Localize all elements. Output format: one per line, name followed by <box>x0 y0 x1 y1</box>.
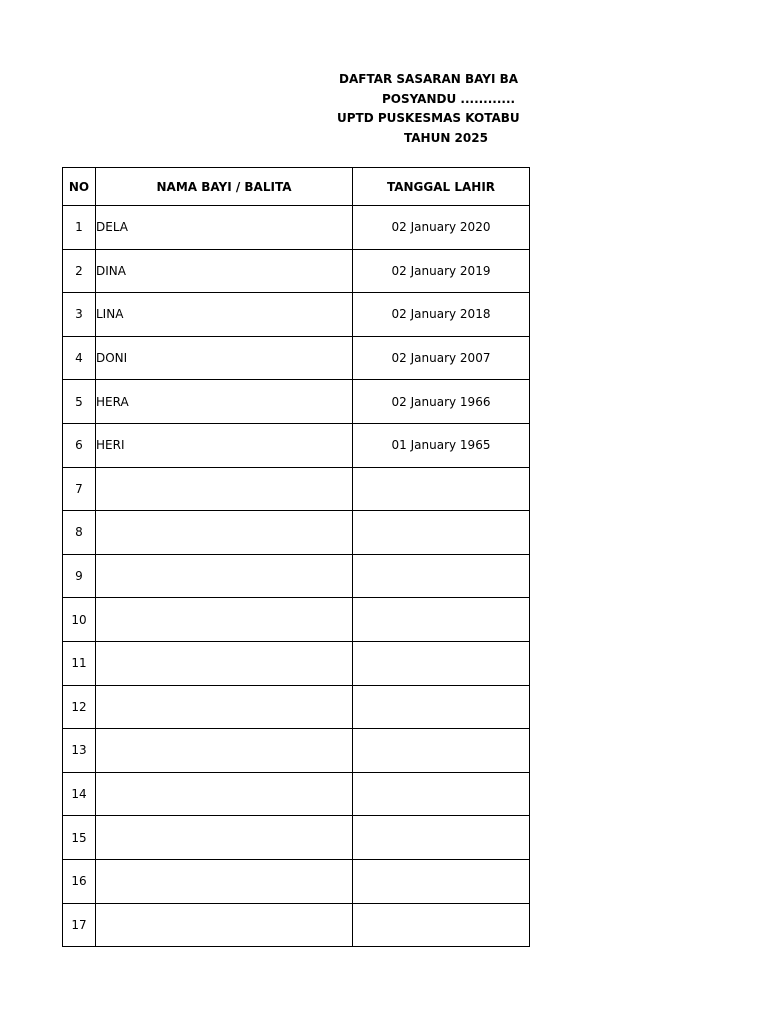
birth-date-cell: 01 January 1965 <box>353 423 530 467</box>
title-line-4: TAHUN 2025 <box>404 130 488 145</box>
table-row <box>63 467 530 511</box>
table-row <box>63 641 530 685</box>
name-cell <box>96 729 353 773</box>
table-row <box>63 859 530 903</box>
table-row <box>63 772 530 816</box>
title-line-2: POSYANDU ............ <box>382 91 516 106</box>
row-number-cell: 8 <box>63 511 96 555</box>
table-row <box>63 685 530 729</box>
row-number-cell: 6 <box>63 423 96 467</box>
name-cell: DELA <box>96 206 353 250</box>
name-cell <box>96 641 353 685</box>
header-no: NO <box>63 168 96 206</box>
name-cell: HERA <box>96 380 353 424</box>
infant-target-table <box>62 167 530 947</box>
birth-date-cell: 02 January 2018 <box>353 293 530 337</box>
row-number-cell: 13 <box>63 729 96 773</box>
name-cell <box>96 467 353 511</box>
birth-date-cell: 02 January 2007 <box>353 336 530 380</box>
name-cell: LINA <box>96 293 353 337</box>
birth-date-cell <box>353 685 530 729</box>
table-row <box>63 511 530 555</box>
row-number-cell: 10 <box>63 598 96 642</box>
row-number-cell: 9 <box>63 554 96 598</box>
row-number-cell: 5 <box>63 380 96 424</box>
name-cell <box>96 772 353 816</box>
birth-date-cell: 02 January 2019 <box>353 249 530 293</box>
table-row <box>63 293 530 337</box>
name-cell: DINA <box>96 249 353 293</box>
row-number-cell: 17 <box>63 903 96 947</box>
row-number-cell: 16 <box>63 859 96 903</box>
document-title <box>326 70 570 148</box>
name-cell: HERI <box>96 423 353 467</box>
birth-date-cell <box>353 816 530 860</box>
row-number-cell: 2 <box>63 249 96 293</box>
birth-date-cell <box>353 729 530 773</box>
name-cell <box>96 816 353 860</box>
table-row <box>63 249 530 293</box>
title-line-3: UPTD PUSKESMAS KOTABU <box>337 111 520 125</box>
birth-date-cell: 02 January 2020 <box>353 206 530 250</box>
header-name: NAMA BAYI / BALITA <box>96 168 353 206</box>
table-row <box>63 903 530 947</box>
name-cell <box>96 598 353 642</box>
name-cell <box>96 685 353 729</box>
row-number-cell: 11 <box>63 641 96 685</box>
name-cell: DONI <box>96 336 353 380</box>
table-row <box>63 423 530 467</box>
table-body <box>63 206 530 947</box>
title-line-1: DAFTAR SASARAN BAYI BA <box>339 72 519 86</box>
row-number-cell: 7 <box>63 467 96 511</box>
table-row <box>63 380 530 424</box>
header-birth-date: TANGGAL LAHIR <box>353 168 530 206</box>
name-cell <box>96 903 353 947</box>
birth-date-cell <box>353 511 530 555</box>
name-cell <box>96 554 353 598</box>
table-header-row <box>63 168 530 206</box>
birth-date-cell <box>353 859 530 903</box>
birth-date-cell <box>353 641 530 685</box>
row-number-cell: 4 <box>63 336 96 380</box>
birth-date-cell: 02 January 1966 <box>353 380 530 424</box>
table-row <box>63 598 530 642</box>
birth-date-cell <box>353 598 530 642</box>
table-row <box>63 729 530 773</box>
row-number-cell: 15 <box>63 816 96 860</box>
birth-date-cell <box>353 903 530 947</box>
table-row <box>63 336 530 380</box>
table-row <box>63 206 530 250</box>
birth-date-cell <box>353 554 530 598</box>
row-number-cell: 1 <box>63 206 96 250</box>
table-row <box>63 816 530 860</box>
name-cell <box>96 859 353 903</box>
row-number-cell: 12 <box>63 685 96 729</box>
birth-date-cell <box>353 467 530 511</box>
table-row <box>63 554 530 598</box>
name-cell <box>96 511 353 555</box>
row-number-cell: 14 <box>63 772 96 816</box>
birth-date-cell <box>353 772 530 816</box>
row-number-cell: 3 <box>63 293 96 337</box>
